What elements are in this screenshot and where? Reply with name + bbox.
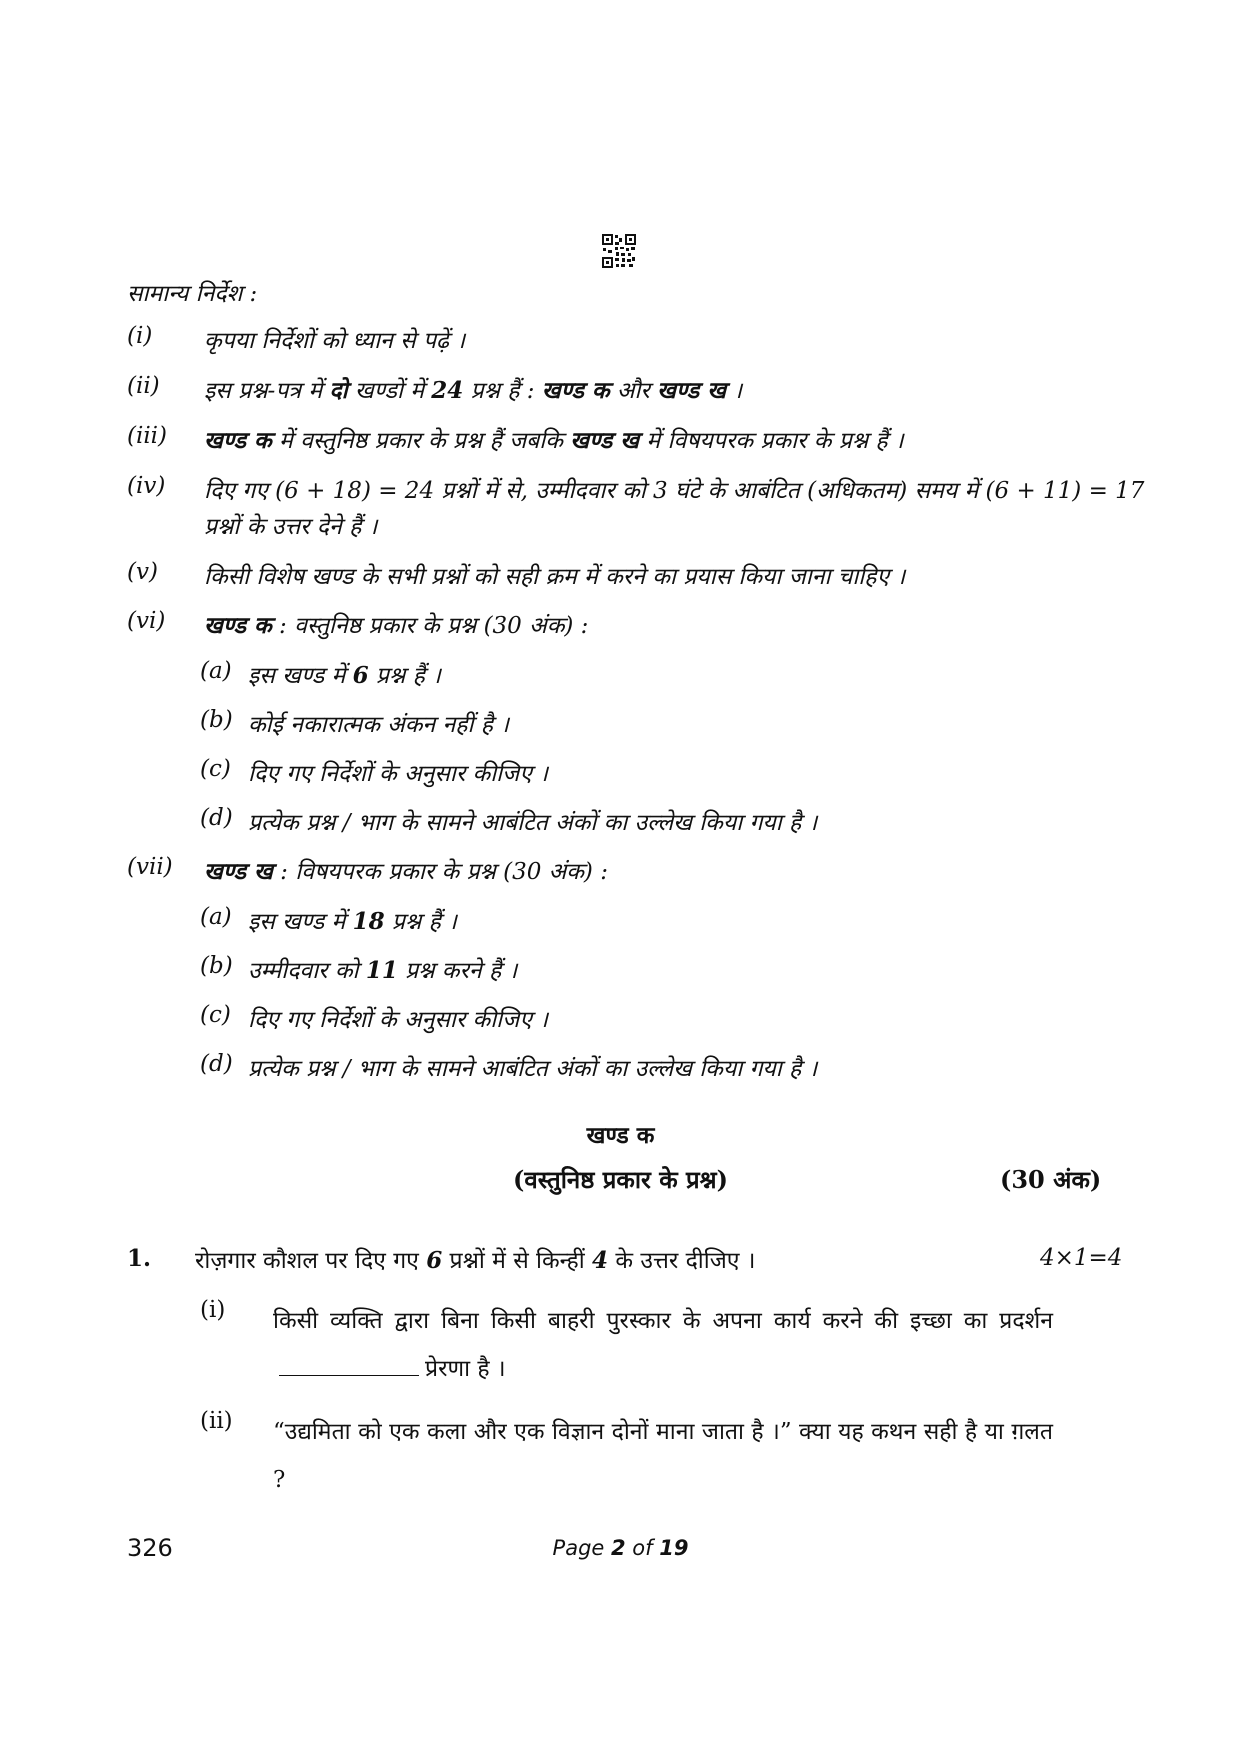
instruction-text: खण्ड ख : विषयपरक प्रकार के प्रश्न (30 अंक) : bbox=[204, 858, 608, 885]
instruction-number: (v) bbox=[127, 559, 158, 585]
option-number: (i) bbox=[200, 1297, 226, 1323]
paper-code: 326 bbox=[127, 1534, 173, 1562]
answer-blank bbox=[279, 1355, 419, 1376]
instruction-text: कृपया निर्देशों को ध्यान से पढ़ें । bbox=[204, 328, 466, 354]
instruction-number: (iv) bbox=[127, 473, 166, 499]
section-a-title: खण्ड क bbox=[586, 1122, 655, 1149]
section-a-subtitle: (वस्तुनिष्ठ प्रकार के प्रश्न) bbox=[513, 1165, 728, 1194]
sub-instruction-text: दिए गए निर्देशों के अनुसार कीजिए । bbox=[248, 1007, 548, 1033]
instruction-text: खण्ड क : वस्तुनिष्ठ प्रकार के प्रश्न (30 अंक) : bbox=[204, 612, 589, 639]
sub-instruction-number: (b) bbox=[200, 953, 233, 979]
instruction-number: (ii) bbox=[127, 373, 160, 399]
instruction-number: (iii) bbox=[127, 423, 168, 449]
sub-instruction-text: इस खण्ड में 18 प्रश्न हैं । bbox=[248, 908, 457, 935]
instruction-text: खण्ड क में वस्तुनिष्ठ प्रकार के प्रश्न हैं जबकि खण्ड ख में विषयपरक प्रकार के प्रश्न हैं । bbox=[204, 427, 904, 454]
sub-instruction-text: दिए गए निर्देशों के अनुसार कीजिए । bbox=[248, 761, 548, 787]
sub-instruction-number: (c) bbox=[200, 756, 231, 782]
sub-instruction-text: उम्मीदवार को 11 प्रश्न करने हैं । bbox=[248, 957, 518, 984]
instruction-number: (vi) bbox=[127, 608, 166, 634]
sub-instruction-text: प्रत्येक प्रश्न / भाग के सामने आबंटित अंकों का उल्लेख किया गया है । bbox=[248, 1056, 818, 1082]
instruction-text: दिए गए (6 + 18) = 24 प्रश्नों में से, उम्मीदवार को 3 घंटे के आबंटित (अधिकतम) समय में (6 + 11) = 17 प्रश्नों के उत्तर देने हैं । bbox=[204, 478, 1145, 540]
option-text: किसी व्यक्ति द्वारा बिना किसी बाहरी पुरस्कार के अपना कार्य करने की इच्छा का प्रदर्शनप्रेरणा है । bbox=[273, 1308, 1053, 1382]
option-text: “उद्यमिता को एक कला और एक विज्ञान दोनों माना जाता है ।” क्या यह कथन सही है या ग़लत ? bbox=[273, 1419, 1053, 1493]
instruction-text: इस प्रश्न-पत्र में दो खण्डों में 24 प्रश्न हैं : खण्ड क और खण्ड ख । bbox=[204, 377, 743, 404]
page-number: Page 2 of 19 bbox=[552, 1536, 689, 1560]
section-a-marks: (30 अंक) bbox=[1000, 1165, 1102, 1194]
sub-instruction-number: (c) bbox=[200, 1002, 231, 1028]
question-text: रोज़गार कौशल पर दिए गए 6 प्रश्नों में से किन्हीं 4 के उत्तर दीजिए । bbox=[195, 1247, 756, 1274]
qr-code-icon bbox=[601, 233, 637, 269]
sub-instruction-number: (b) bbox=[200, 707, 233, 733]
sub-instruction-number: (a) bbox=[200, 658, 232, 684]
sub-instruction-number: (a) bbox=[200, 904, 232, 930]
general-instructions-heading: सामान्य निर्देश : bbox=[127, 281, 258, 307]
question-number: 1. bbox=[127, 1245, 152, 1272]
instruction-number: (vii) bbox=[127, 854, 173, 880]
sub-instruction-number: (d) bbox=[200, 1051, 233, 1077]
instruction-number: (i) bbox=[127, 323, 153, 349]
instruction-text: किसी विशेष खण्ड के सभी प्रश्नों को सही क्रम में करने का प्रयास किया जाना चाहिए । bbox=[204, 564, 906, 590]
option-number: (ii) bbox=[200, 1408, 233, 1434]
sub-instruction-text: कोई नकारात्मक अंकन नहीं है । bbox=[248, 712, 509, 738]
sub-instruction-text: इस खण्ड में 6 प्रश्न हैं । bbox=[248, 662, 441, 689]
sub-instruction-number: (d) bbox=[200, 805, 233, 831]
sub-instruction-text: प्रत्येक प्रश्न / भाग के सामने आबंटित अंकों का उल्लेख किया गया है । bbox=[248, 810, 818, 836]
question-marks: 4×1=4 bbox=[1040, 1245, 1123, 1271]
